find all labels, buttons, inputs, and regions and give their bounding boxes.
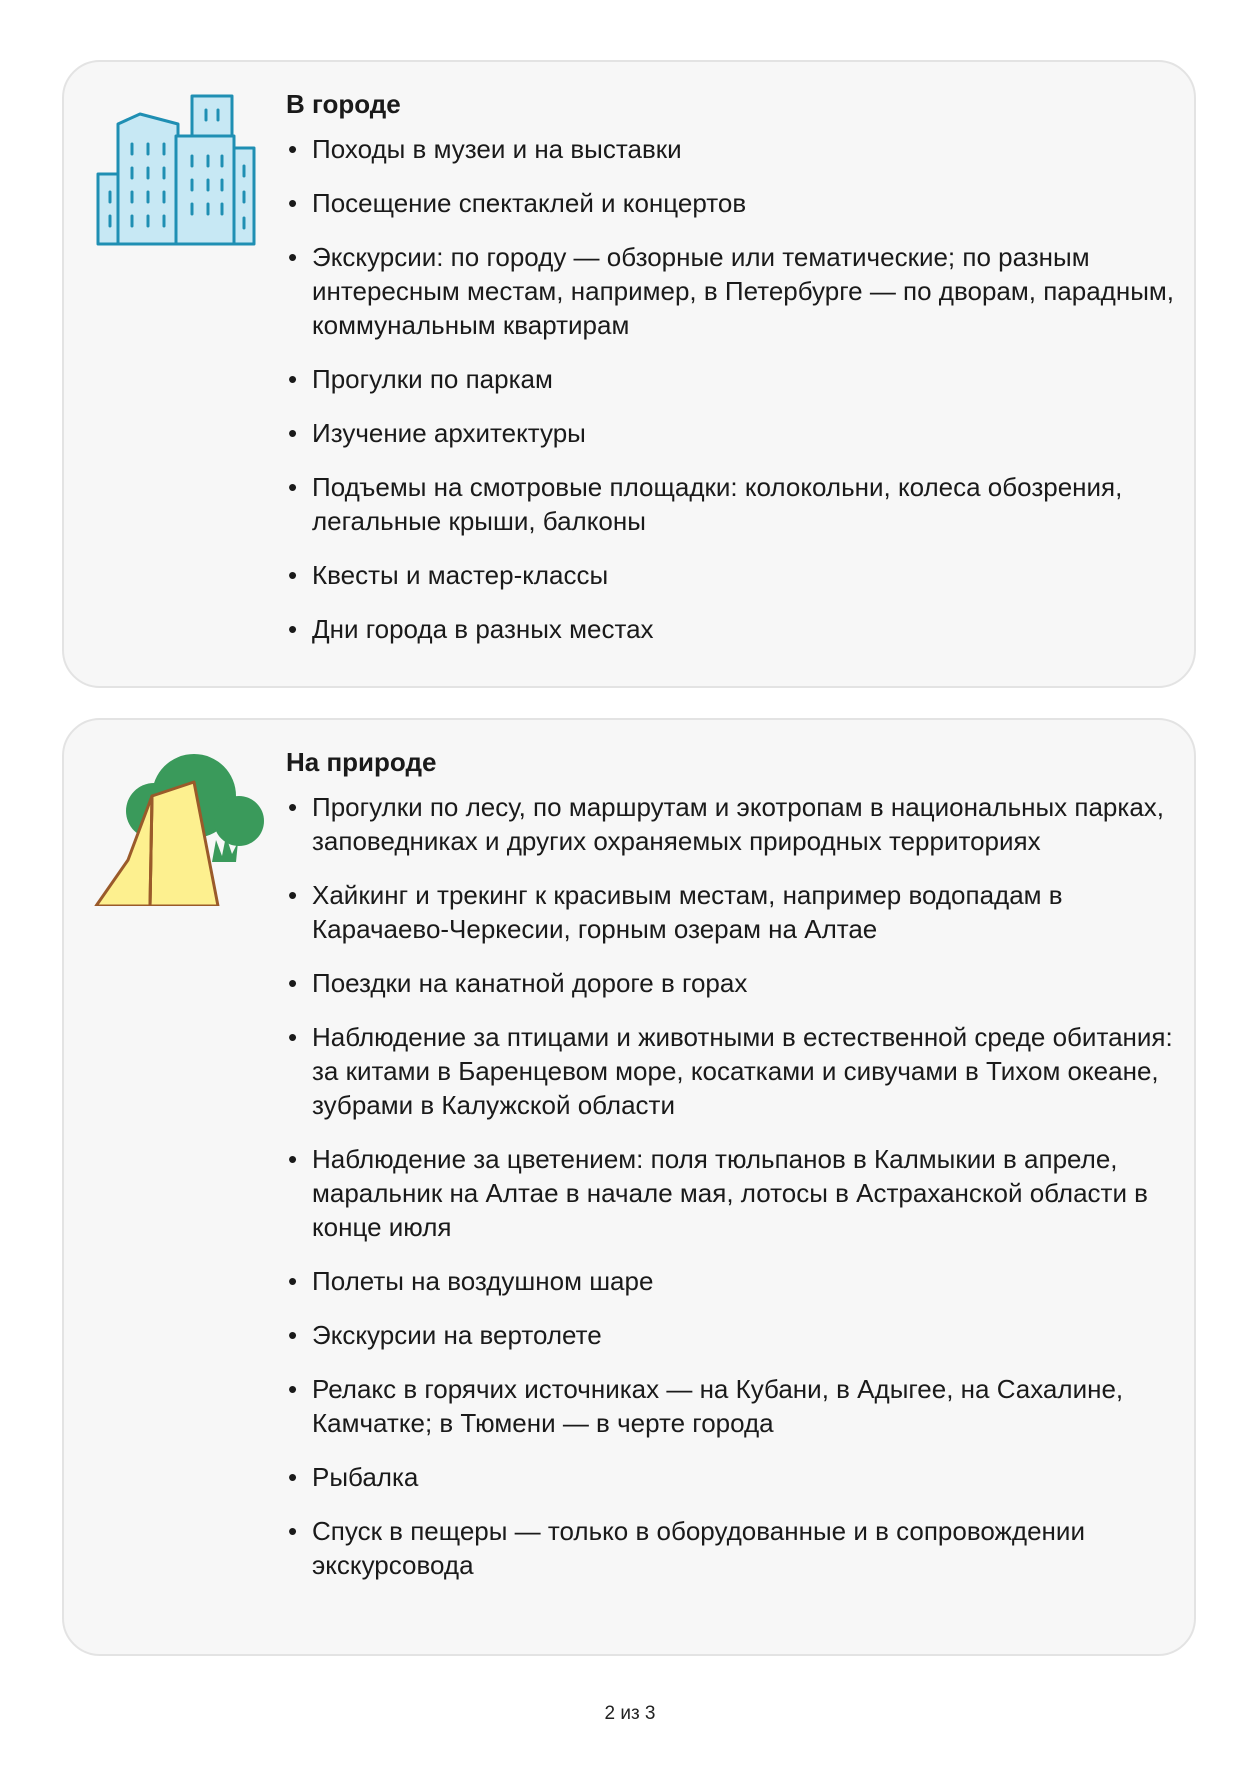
list-item: • Наблюдение за птицами и животными в естественной среде обитания: за китами в Баренцевом море, косатками и сивучами в Тихом океане, зубрами в Калужской области <box>286 1020 1174 1122</box>
section-heading: На природе <box>286 747 437 777</box>
nature-content <box>286 740 1174 1602</box>
list-item: • Хайкинг и трекинг к красивым местам, например водопадам в Карачаево-Черкесии, горным озерам на Алтае <box>286 878 1174 946</box>
tent-and-trees-icon <box>94 746 264 911</box>
list-item: • Прогулки по лесу, по маршрутам и экотропам в национальных парках, заповедниках и других охраняемых природных территориях <box>286 790 1174 858</box>
list-item: • Подъемы на смотровые площадки: колокольни, колеса обозрения, легальные крыши, балконы <box>286 470 1174 538</box>
list-item: • Прогулки по паркам <box>286 362 1174 396</box>
activity-list <box>286 790 1174 1582</box>
city-activities-card <box>62 60 1196 688</box>
page-indicator: 2 из 3 <box>604 1703 656 1724</box>
list-item: • Квесты и мастер-классы <box>286 558 1174 592</box>
city-buildings-icon <box>94 88 264 253</box>
list-item: • Экскурсии на вертолете <box>286 1318 1174 1352</box>
list-item: • Посещение спектаклей и концертов <box>286 186 1174 220</box>
list-item: • Экскурсии: по городу — обзорные или тематические; по разным интересным местам, например, в Петербурге — по дворам, парадным, коммунальным квартирам <box>286 240 1174 342</box>
list-item: • Поездки на канатной дороге в горах <box>286 966 1174 1000</box>
section-heading: В городе <box>286 89 401 119</box>
nature-activities-card <box>62 718 1196 1656</box>
city-content <box>286 82 1174 666</box>
list-item: • Спуск в пещеры — только в оборудованные и в сопровождении экскурсовода <box>286 1514 1174 1582</box>
list-item: • Походы в музеи и на выставки <box>286 132 1174 166</box>
list-item: • Дни города в разных местах <box>286 612 1174 646</box>
list-item: • Релакс в горячих источниках — на Кубани, в Адыгее, на Сахалине, Камчатке; в Тюмени — в черте города <box>286 1372 1174 1440</box>
list-item: • Наблюдение за цветением: поля тюльпанов в Калмыкии в апреле, маральник на Алтае в начале мая, лотосы в Астраханской области в конце июля <box>286 1142 1174 1244</box>
list-item: • Рыбалка <box>286 1460 1174 1494</box>
list-item: • Изучение архитектуры <box>286 416 1174 450</box>
list-item: • Полеты на воздушном шаре <box>286 1264 1174 1298</box>
activity-list <box>286 132 1174 646</box>
